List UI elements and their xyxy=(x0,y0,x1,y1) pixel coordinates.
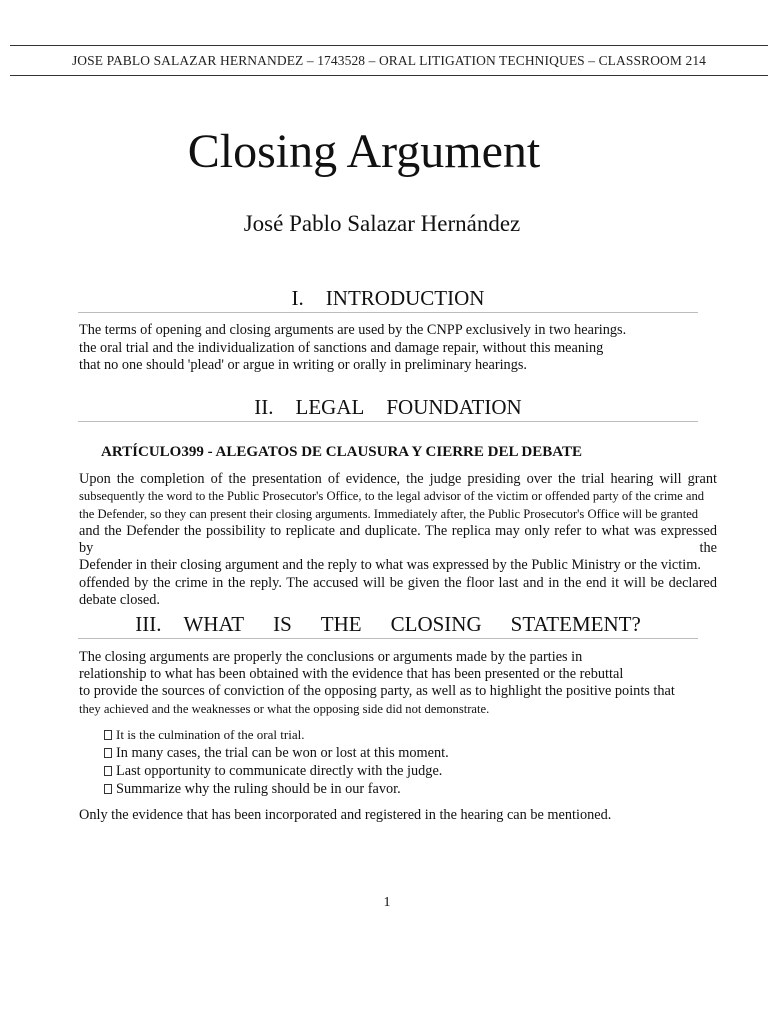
checkbox-icon xyxy=(104,730,112,740)
page-number: 1 xyxy=(383,895,391,910)
running-header xyxy=(10,45,768,76)
section-title-word: THE xyxy=(320,612,362,636)
section-title-word: INTRODUCTION xyxy=(325,286,485,310)
checkbox-icon xyxy=(104,784,112,794)
section-title-word: WHAT xyxy=(183,612,245,636)
paragraph-line: to provide the sources of conviction of the opposing party, as well as to highlight the positive points that xyxy=(79,683,675,700)
paragraph-line: they achieved and the weaknesses or what the opposing side did not demonstrate. xyxy=(79,701,490,716)
checkbox-icon xyxy=(104,748,112,758)
list-item-text: In many cases, the trial can be won or lost at this moment. xyxy=(116,745,449,761)
paragraph-line: that no one should 'plead' or argue in writing or orally in preliminary hearings. xyxy=(79,357,527,373)
document-author: José Pablo Salazar Hernández xyxy=(243,211,521,236)
section-number: I. xyxy=(291,286,304,310)
paragraph-line: The closing arguments are properly the conclusions or arguments made by the parties in xyxy=(79,649,583,665)
running-header-text: JOSE PABLO SALAZAR HERNANDEZ – 1743528 – ORAL LITIGATION TECHNIQUES – CLASSROOM 214 xyxy=(71,52,707,68)
section-number: III. xyxy=(135,612,162,636)
document-title: Closing Argument xyxy=(187,125,541,178)
paragraph-line: and the Defender the possibility to replicate and duplicate. The replica may only refer to what was expressed by the xyxy=(79,522,717,557)
list-item-text: Last opportunity to communicate directly with the judge. xyxy=(116,763,443,779)
list-item xyxy=(104,762,449,780)
list-item-text: Summarize why the ruling should be in our favor. xyxy=(116,781,401,797)
final-note: Only the evidence that has been incorporated and registered in the hearing can be mentioned. xyxy=(79,807,612,823)
paragraph-line: the Defender, so they can present their closing arguments. Immediately after, the Public Prosecutor's Office will be granted xyxy=(79,506,699,521)
article-heading: ARTÍCULO399 - ALEGATOS DE CLAUSURA Y CIERRE DEL DEBATE xyxy=(101,444,582,460)
paragraph-line: subsequently the word to the Public Prosecutor's Office, to the legal advisor of the victim or offended party of the crime and xyxy=(79,489,705,504)
list-item xyxy=(104,780,449,798)
paragraph-line: Defender in their closing argument and the reply to what was expressed by the Public Ministry or the victim. xyxy=(79,557,701,574)
list-item-text: It is the culmination of the oral trial. xyxy=(116,727,305,742)
list-item xyxy=(104,726,449,744)
paragraph-line: The terms of opening and closing arguments are used by the CNPP exclusively in two hearings. xyxy=(79,322,627,338)
introduction-paragraph xyxy=(79,322,719,375)
section-title-word: STATEMENT? xyxy=(510,612,641,636)
legal-foundation-paragraph xyxy=(79,471,717,609)
closing-statement-paragraph xyxy=(79,649,719,718)
section-title-word: FOUNDATION xyxy=(386,395,522,419)
paragraph-line: debate closed. xyxy=(79,592,160,609)
paragraph-line: offended by the crime in the reply. The accused will be given the floor last and in the end it will be declared xyxy=(79,574,717,591)
list-item xyxy=(104,744,449,762)
section-heading-legal-foundation xyxy=(78,394,698,422)
paragraph-line: Upon the completion of the presentation of evidence, the judge presiding over the trial hearing will grant xyxy=(79,471,717,487)
paragraph-line: relationship to what has been obtained with the evidence that has been presented or the rebuttal xyxy=(79,666,624,683)
key-points-list xyxy=(104,726,449,798)
section-title-word: LEGAL xyxy=(295,395,365,419)
section-title-word: IS xyxy=(273,612,292,636)
checkbox-icon xyxy=(104,766,112,776)
section-title-word: CLOSING xyxy=(390,612,482,636)
paragraph-line: the oral trial and the individualization of sanctions and damage repair, without this meaning xyxy=(79,339,604,356)
section-heading-introduction xyxy=(78,285,698,313)
section-number: II. xyxy=(254,395,274,419)
section-heading-closing-statement xyxy=(78,611,698,639)
